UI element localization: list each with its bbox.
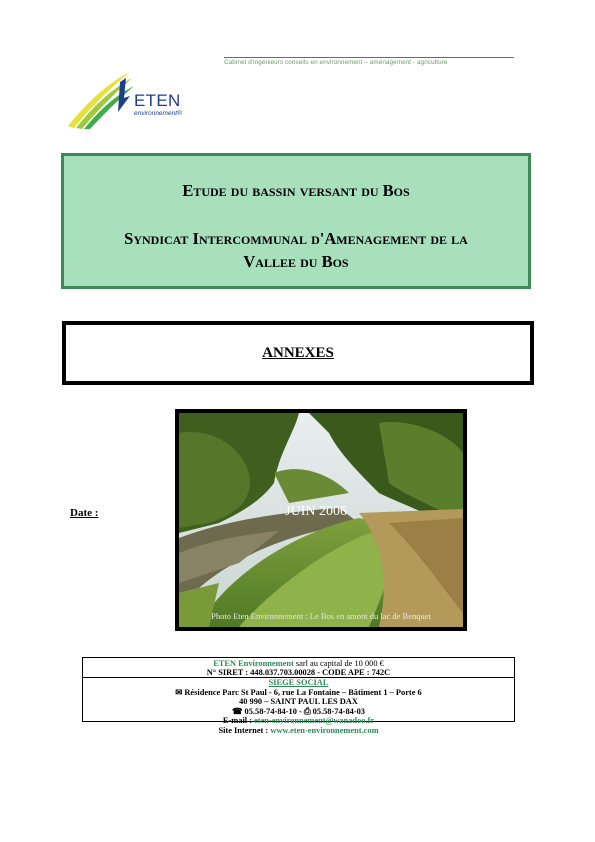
phone-fax: ☎ 05.58-74-84-10 - ⎙ 05.58-74-84-03 <box>232 706 365 716</box>
syndicate-title <box>64 227 528 273</box>
study-title: Etude du bassin versant du Bos <box>182 181 410 200</box>
syndicate-title-line1: Syndicat Intercommunal d'Amenagement de la <box>124 229 468 248</box>
date-label: Date : <box>70 507 99 519</box>
email-link[interactable]: eten-environnement@wanadoo.fr <box>254 716 375 726</box>
logo-name: ETEN <box>134 91 181 110</box>
photo-date: JUIN 2006 <box>285 504 347 519</box>
email-label: E-mail : <box>222 716 255 726</box>
company-name: ETEN Environnement <box>213 659 294 668</box>
river-landscape-image <box>179 413 463 627</box>
cover-photo <box>175 409 467 631</box>
address-line-1: ✉ Résidence Parc St Paul - 6, rue La Fontaine – Bâtiment 1 – Porte 6 <box>175 687 422 697</box>
footer-address-block <box>83 678 514 736</box>
company-footer <box>82 657 515 735</box>
annex-box <box>62 321 534 385</box>
company-capital: sarl au capital de 10 000 € <box>293 659 384 668</box>
photo-caption: Photo Eten Environnement : Le Bos en amont du lac de Benquet <box>211 611 431 621</box>
title-box <box>61 153 531 289</box>
header-tagline: Cabinet d'ingénieurs conseils en environnement – aménagement - agriculture <box>224 59 448 66</box>
footer-company-block <box>83 658 514 678</box>
site-label: Site Internet : <box>218 725 271 735</box>
website-link[interactable]: www.eten-environnement.com <box>270 725 379 735</box>
syndicate-title-line2: Vallee du Bos <box>243 252 349 271</box>
header-rule <box>224 57 514 58</box>
annex-heading: ANNEXES <box>262 345 334 361</box>
logo-swoosh-icon <box>66 68 138 130</box>
logo-subtitle: environnement® <box>134 110 182 117</box>
company-siret: N° SIRET : 448.037.703.00028 - CODE APE : 742C <box>206 668 391 677</box>
siege-heading: SIEGE SOCIAL <box>268 678 329 687</box>
address-line-2: 40 990 – SAINT PAUL LES DAX <box>239 697 358 707</box>
